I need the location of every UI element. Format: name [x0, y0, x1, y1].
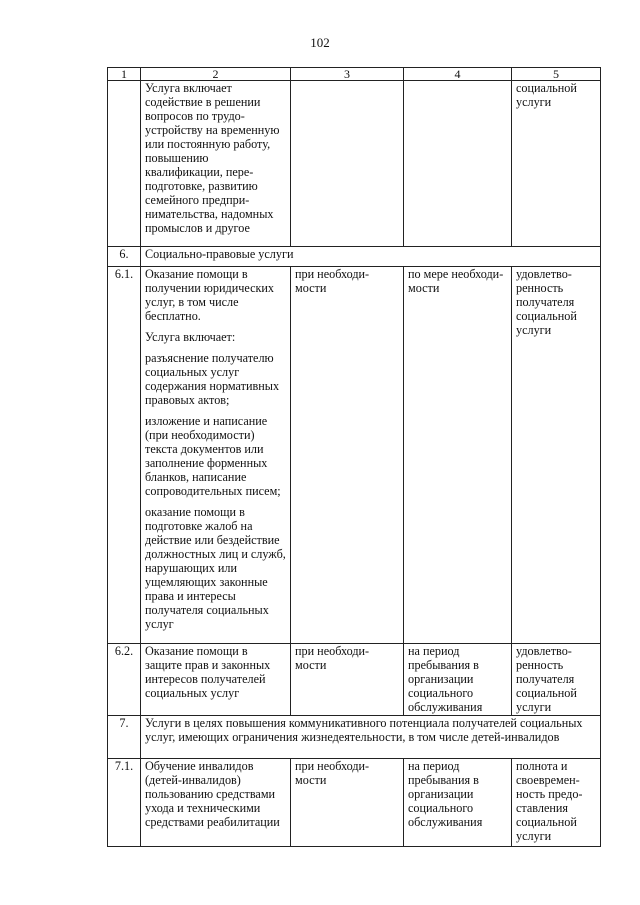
frequency-cell: при необходи-мости [291, 759, 404, 847]
section-title: Услуги в целях повышения коммуникативного потенциала получателей социальных услуг, имеющих ограничения жизнедеятельности, в том числе детей-инвалидов [141, 716, 601, 759]
service-description-cell [141, 267, 291, 644]
service-paragraph: Услуга включает: [145, 330, 236, 344]
service-paragraph: изложение и написание (при необходимости) текста документов или заполнение форменных бланков, написание сопроводительных писем; [145, 414, 281, 498]
frequency-cell: при необходи-мости [291, 267, 404, 644]
table-header-row [108, 68, 601, 81]
section-row [108, 716, 601, 759]
section-row [108, 247, 601, 267]
quality-text: социальной услуги [516, 81, 577, 109]
table-row [108, 759, 601, 847]
row-number-cell [108, 81, 141, 247]
section-number: 6. [108, 247, 141, 267]
service-description-cell: Обучение инвалидов (детей-инвалидов) пользованию средствами ухода и техническими средствами реабилитации [141, 759, 291, 847]
frequency-cell: при необходи-мости [291, 644, 404, 716]
frequency-cell [291, 81, 404, 247]
table-row [108, 267, 601, 644]
quality-cell: полнота и своевремен-ность предо-ставления социальной услуги [512, 759, 601, 847]
row-number: 6.1. [108, 267, 141, 644]
table-row [108, 81, 601, 247]
header-cell-2: 2 [141, 68, 291, 81]
page-number: 102 [310, 35, 330, 50]
header-cell-5: 5 [512, 68, 601, 81]
services-table [107, 67, 601, 847]
term-cell: на период пребывания в организации социального обслуживания [404, 759, 512, 847]
header-cell-1: 1 [108, 68, 141, 81]
row-number: 7.1. [108, 759, 141, 847]
service-paragraph: Оказание помощи в получении юридических услуг, в том числе бесплатно. [145, 267, 275, 323]
header-cell-3: 3 [291, 68, 404, 81]
row-number: 6.2. [108, 644, 141, 716]
service-description-cell [141, 81, 291, 247]
section-number: 7. [108, 716, 141, 759]
quality-cell: удовлетво-ренность получателя социальной услуги [512, 644, 601, 716]
service-description: Услуга включает содействие в решении вопросов по трудо-устройству на временную или постоянную работу, повышению квалификации, пере-подготовке, развитию семейного предпри-нимательства, надомных промыслов и другое [145, 81, 280, 235]
service-description-cell: Оказание помощи в защите прав и законных интересов получателей социальных услуг [141, 644, 291, 716]
service-paragraph: разъяснение получателю социальных услуг содержания нормативных правовых актов; [145, 351, 280, 407]
service-paragraph: оказание помощи в подготовке жалоб на действие или бездействие должностных лиц и служб, нарушающих или ущемляющих законные права и интересы получателя социальных услуг [145, 505, 286, 631]
quality-cell [512, 81, 601, 247]
term-cell: по мере необходи-мости [404, 267, 512, 644]
term-cell [404, 81, 512, 247]
quality-cell: удовлетво-ренность получателя социальной услуги [512, 267, 601, 644]
term-cell: на период пребывания в организации социального обслуживания [404, 644, 512, 716]
header-cell-4: 4 [404, 68, 512, 81]
table-row [108, 644, 601, 716]
section-title: Социально-правовые услуги [141, 247, 601, 267]
